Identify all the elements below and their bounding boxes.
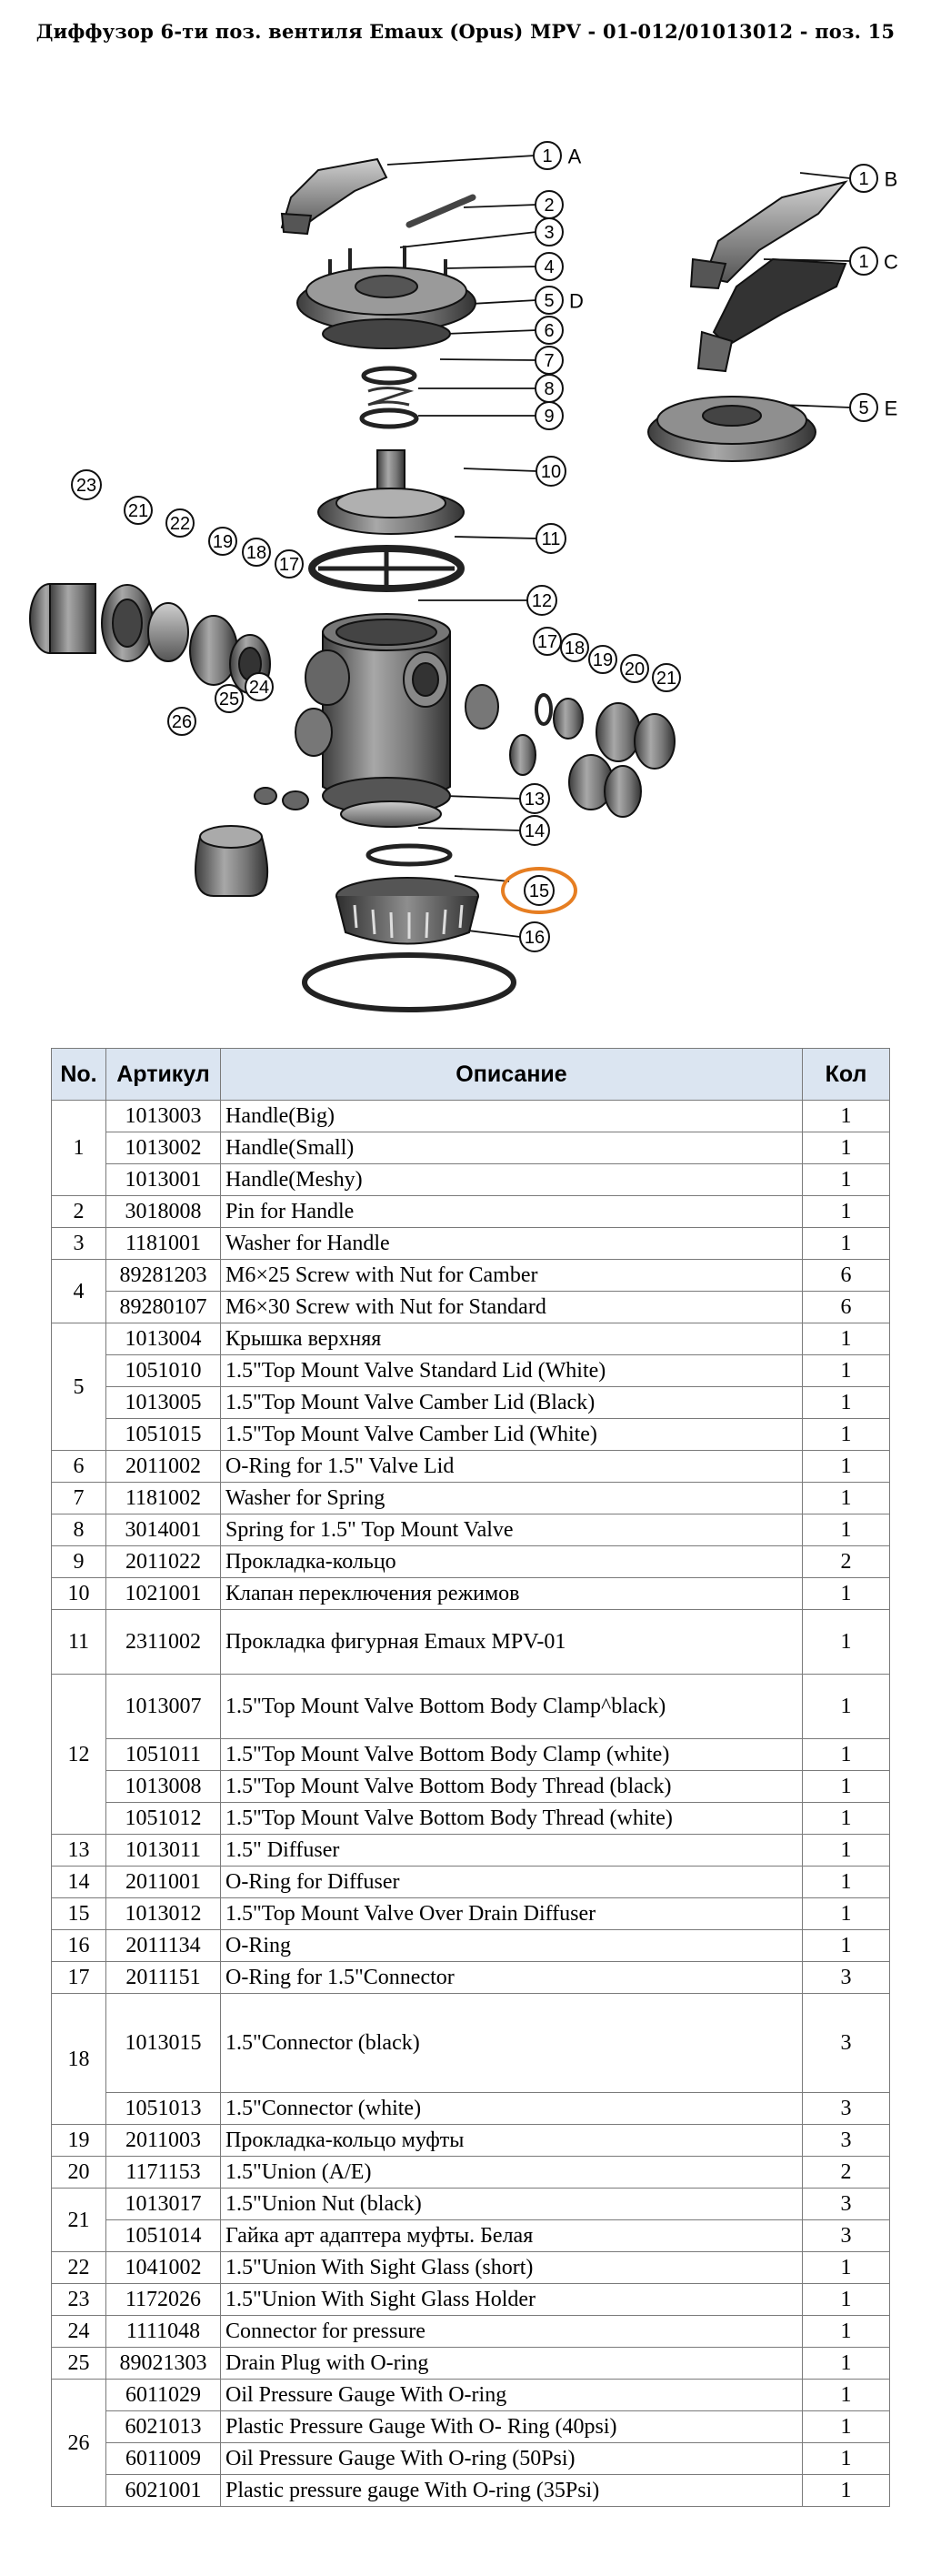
article-cell: 1013017 — [106, 2189, 221, 2220]
qty-cell: 1 — [803, 2411, 890, 2443]
svg-text:26: 26 — [171, 712, 193, 732]
svg-text:12: 12 — [531, 591, 553, 611]
callout-17b — [275, 550, 303, 578]
qty-cell: 1 — [803, 1610, 890, 1675]
table-row — [52, 2189, 890, 2220]
row-number: 1 — [52, 1101, 106, 1196]
article-cell: 1051013 — [106, 2093, 221, 2125]
table-row — [52, 2475, 890, 2507]
description-cell: Прокладка фигурная Emaux MPV-01 — [221, 1610, 803, 1675]
table-row — [52, 1675, 890, 1739]
article-cell: 1111048 — [106, 2316, 221, 2348]
article-cell: 3014001 — [106, 1514, 221, 1546]
table-row — [52, 1419, 890, 1451]
row-number: 22 — [52, 2252, 106, 2284]
qty-cell: 1 — [803, 1514, 890, 1546]
table-row — [52, 2411, 890, 2443]
svg-text:9: 9 — [544, 407, 555, 427]
article-cell: 1021001 — [106, 1578, 221, 1610]
table-row — [52, 1483, 890, 1514]
svg-text:19: 19 — [592, 650, 614, 670]
qty-cell: 1 — [803, 2284, 890, 2316]
article-cell: 1013002 — [106, 1132, 221, 1164]
description-cell: 1.5"Union Nut (black) — [221, 2189, 803, 2220]
svg-text:1: 1 — [542, 146, 553, 166]
row-number: 14 — [52, 1867, 106, 1898]
svg-text:D: D — [569, 289, 584, 313]
article-cell: 89280107 — [106, 1292, 221, 1323]
article-cell: 6011009 — [106, 2443, 221, 2475]
qty-cell: 1 — [803, 1803, 890, 1835]
row-number: 5 — [52, 1323, 106, 1451]
svg-text:16: 16 — [524, 928, 546, 948]
description-cell: Handle(Big) — [221, 1101, 803, 1132]
table-row — [52, 2380, 890, 2411]
row-number: 19 — [52, 2125, 106, 2157]
svg-text:25: 25 — [218, 689, 240, 709]
table-row — [52, 1739, 890, 1771]
description-cell: Connector for pressure — [221, 2316, 803, 2348]
row-number: 11 — [52, 1610, 106, 1675]
table-row — [52, 1835, 890, 1867]
svg-text:14: 14 — [524, 821, 546, 841]
qty-cell: 1 — [803, 1132, 890, 1164]
svg-text:2: 2 — [544, 196, 555, 216]
table-row — [52, 1994, 890, 2093]
callout-8 — [536, 375, 563, 402]
svg-text:22: 22 — [169, 514, 191, 534]
callout-24 — [245, 673, 273, 700]
qty-cell: 1 — [803, 2475, 890, 2507]
article-cell: 2011022 — [106, 1546, 221, 1578]
svg-text:11: 11 — [541, 529, 561, 549]
qty-cell: 1 — [803, 1196, 890, 1228]
qty-cell: 1 — [803, 1578, 890, 1610]
description-cell: 1.5"Union (A/E) — [221, 2157, 803, 2189]
table-row — [52, 1771, 890, 1803]
page-title: Диффузор 6-ти поз. вентиля Emaux (Opus) MPV - 01-012/01013012 - поз. 15 — [35, 20, 896, 43]
row-number: 21 — [52, 2189, 106, 2252]
article-cell: 6021013 — [106, 2411, 221, 2443]
qty-cell: 1 — [803, 1419, 890, 1451]
description-cell: 1.5"Top Mount Valve Camber Lid (White) — [221, 1419, 803, 1451]
article-cell: 1013003 — [106, 1101, 221, 1132]
svg-text:3: 3 — [544, 223, 555, 243]
qty-cell: 3 — [803, 2220, 890, 2252]
qty-cell: 1 — [803, 2348, 890, 2380]
row-number: 17 — [52, 1962, 106, 1994]
description-cell: 1.5"Top Mount Valve Bottom Body Thread (black) — [221, 1771, 803, 1803]
description-cell: O-Ring for 1.5" Valve Lid — [221, 1451, 803, 1483]
valve-lid-camber-part — [648, 397, 816, 461]
description-cell: M6×25 Screw with Nut for Camber — [221, 1260, 803, 1292]
row-number: 24 — [52, 2316, 106, 2348]
description-cell: Handle(Meshy) — [221, 1164, 803, 1196]
svg-text:17: 17 — [536, 632, 558, 652]
row-number: 25 — [52, 2348, 106, 2380]
callout-5e — [850, 394, 897, 421]
svg-text:24: 24 — [248, 678, 270, 698]
callout-2 — [536, 191, 563, 218]
left-union-parts — [30, 584, 270, 693]
description-cell: 1.5"Connector (white) — [221, 2093, 803, 2125]
callout-19b — [209, 528, 236, 555]
article-cell: 89021303 — [106, 2348, 221, 2380]
row-number: 12 — [52, 1675, 106, 1835]
table-header-row — [52, 1049, 890, 1101]
callout-9 — [536, 402, 563, 429]
row-number: 9 — [52, 1546, 106, 1578]
article-cell: 3018008 — [106, 1196, 221, 1228]
qty-cell: 1 — [803, 1930, 890, 1962]
description-cell: 1.5"Union With Sight Glass Holder — [221, 2284, 803, 2316]
callout-12 — [527, 586, 556, 615]
row-number: 7 — [52, 1483, 106, 1514]
description-cell: Прокладка-кольцо муфты — [221, 2125, 803, 2157]
svg-text:E: E — [884, 397, 898, 420]
table-row — [52, 2316, 890, 2348]
description-cell: 1.5"Top Mount Valve Standard Lid (White) — [221, 1355, 803, 1387]
gauge-and-drain-parts — [195, 788, 308, 896]
article-cell: 1013001 — [106, 1164, 221, 1196]
table-row — [52, 2093, 890, 2125]
table-row — [52, 1132, 890, 1164]
description-cell: 1.5"Connector (black) — [221, 1994, 803, 2093]
table-row — [52, 1610, 890, 1675]
callout-18a — [561, 634, 588, 661]
callout-25 — [215, 685, 243, 712]
svg-text:1: 1 — [858, 252, 869, 272]
parts-table — [51, 1048, 890, 2507]
row-number: 8 — [52, 1514, 106, 1546]
article-cell: 2311002 — [106, 1610, 221, 1675]
row-number: 23 — [52, 2284, 106, 2316]
article-cell: 2011134 — [106, 1930, 221, 1962]
article-cell: 1172026 — [106, 2284, 221, 2316]
row-number: 15 — [52, 1898, 106, 1930]
qty-cell: 1 — [803, 1164, 890, 1196]
valve-body-part — [295, 614, 498, 814]
qty-cell: 2 — [803, 2157, 890, 2189]
callout-16 — [520, 922, 549, 951]
table-row — [52, 2125, 890, 2157]
table-row — [52, 1546, 890, 1578]
description-cell: O-Ring for 1.5"Connector — [221, 1962, 803, 1994]
callout-20a — [621, 655, 648, 682]
callout-13 — [520, 784, 549, 813]
table-row — [52, 2348, 890, 2380]
callout-18b — [243, 538, 270, 566]
table-row — [52, 1196, 890, 1228]
table-row — [52, 1292, 890, 1323]
description-cell: Spring for 1.5" Top Mount Valve — [221, 1514, 803, 1546]
qty-cell: 1 — [803, 2316, 890, 2348]
article-cell: 2011002 — [106, 1451, 221, 1483]
description-cell: Washer for Handle — [221, 1228, 803, 1260]
table-row — [52, 1323, 890, 1355]
article-cell: 1051012 — [106, 1803, 221, 1835]
callout-4 — [536, 253, 563, 280]
qty-cell: 1 — [803, 1739, 890, 1771]
selector-valve-part — [318, 450, 464, 534]
qty-cell: 1 — [803, 1675, 890, 1739]
svg-text:15: 15 — [528, 881, 550, 901]
table-row — [52, 2157, 890, 2189]
qty-cell: 1 — [803, 1451, 890, 1483]
table-row — [52, 1578, 890, 1610]
description-cell: 1.5"Top Mount Valve Bottom Body Thread (white) — [221, 1803, 803, 1835]
article-cell: 1051010 — [106, 1355, 221, 1387]
svg-text:10: 10 — [540, 462, 562, 482]
callout-5d — [536, 287, 584, 314]
col-header-article: Артикул — [106, 1049, 221, 1101]
qty-cell: 1 — [803, 1771, 890, 1803]
article-cell: 1171153 — [106, 2157, 221, 2189]
description-cell: M6×30 Screw with Nut for Standard — [221, 1292, 803, 1323]
article-cell: 6011029 — [106, 2380, 221, 2411]
table-row — [52, 1867, 890, 1898]
svg-text:1: 1 — [858, 169, 869, 189]
table-row — [52, 1803, 890, 1835]
qty-cell: 3 — [803, 1962, 890, 1994]
description-cell: 1.5" Diffuser — [221, 1835, 803, 1867]
qty-cell: 1 — [803, 2443, 890, 2475]
article-cell: 1051014 — [106, 2220, 221, 2252]
svg-text:7: 7 — [544, 351, 555, 371]
table-row — [52, 2220, 890, 2252]
article-cell: 1013011 — [106, 1835, 221, 1867]
qty-cell: 3 — [803, 2125, 890, 2157]
qty-cell: 1 — [803, 1898, 890, 1930]
table-row — [52, 2252, 890, 2284]
description-cell: Клапан переключения режимов — [221, 1578, 803, 1610]
table-row — [52, 1451, 890, 1483]
callout-21b — [125, 497, 152, 524]
callout-15-highlighted — [503, 869, 576, 912]
svg-text:18: 18 — [564, 639, 586, 659]
valve-lid-part — [297, 267, 476, 348]
description-cell: O-Ring — [221, 1930, 803, 1962]
shaped-gasket-part — [312, 548, 461, 589]
callout-1a — [534, 142, 582, 169]
table-row — [52, 1228, 890, 1260]
callout-10 — [536, 457, 566, 486]
qty-cell: 2 — [803, 1546, 890, 1578]
article-cell: 1013015 — [106, 1994, 221, 2093]
svg-text:6: 6 — [544, 321, 555, 341]
table-row — [52, 1164, 890, 1196]
callout-22 — [166, 509, 194, 537]
svg-text:A: A — [567, 145, 582, 168]
description-cell: 1.5"Top Mount Valve Bottom Body Clamp (white) — [221, 1739, 803, 1771]
description-cell: Oil Pressure Gauge With O-ring — [221, 2380, 803, 2411]
row-number: 13 — [52, 1835, 106, 1867]
svg-text:C: C — [884, 250, 898, 274]
qty-cell: 1 — [803, 1355, 890, 1387]
table-row — [52, 1387, 890, 1419]
svg-text:17: 17 — [278, 555, 300, 575]
article-cell: 1013004 — [106, 1323, 221, 1355]
row-number: 18 — [52, 1994, 106, 2125]
table-row — [52, 1355, 890, 1387]
parts-table-body — [52, 1101, 890, 2507]
description-cell: Plastic pressure gauge With O-ring (35Psi) — [221, 2475, 803, 2507]
over-drain-diffuser-part — [336, 878, 478, 944]
description-cell: 1.5"Union With Sight Glass (short) — [221, 2252, 803, 2284]
description-cell: Plastic Pressure Gauge With O- Ring (40psi) — [221, 2411, 803, 2443]
description-cell: Гайка арт адаптера муфты. Белая — [221, 2220, 803, 2252]
row-number: 3 — [52, 1228, 106, 1260]
svg-text:5: 5 — [544, 291, 555, 311]
svg-text:18: 18 — [245, 543, 267, 563]
table-row — [52, 1514, 890, 1546]
article-cell: 1013007 — [106, 1675, 221, 1739]
description-cell: Handle(Small) — [221, 1132, 803, 1164]
qty-cell: 1 — [803, 1101, 890, 1132]
qty-cell: 1 — [803, 1323, 890, 1355]
article-cell: 1051015 — [106, 1419, 221, 1451]
callout-17a — [534, 628, 561, 655]
article-cell: 6021001 — [106, 2475, 221, 2507]
table-row — [52, 1930, 890, 1962]
svg-text:13: 13 — [524, 790, 546, 810]
svg-text:4: 4 — [544, 257, 555, 277]
col-header-no: No. — [52, 1049, 106, 1101]
qty-cell: 1 — [803, 1483, 890, 1514]
table-row — [52, 1898, 890, 1930]
svg-text:5: 5 — [858, 398, 869, 418]
callout-11 — [536, 524, 566, 553]
qty-cell: 1 — [803, 1867, 890, 1898]
col-header-description: Описание — [221, 1049, 803, 1101]
row-number: 20 — [52, 2157, 106, 2189]
row-number: 16 — [52, 1930, 106, 1962]
svg-text:19: 19 — [212, 532, 234, 552]
svg-text:B: B — [884, 167, 898, 191]
article-cell: 1051011 — [106, 1739, 221, 1771]
article-cell: 1181001 — [106, 1228, 221, 1260]
qty-cell: 3 — [803, 2189, 890, 2220]
handle-big-part — [282, 159, 386, 234]
article-cell: 1013008 — [106, 1771, 221, 1803]
callout-19a — [589, 646, 616, 673]
description-cell: O-Ring for Diffuser — [221, 1867, 803, 1898]
callout-14 — [520, 816, 549, 845]
qty-cell: 1 — [803, 1387, 890, 1419]
table-row — [52, 2284, 890, 2316]
callout-23 — [72, 470, 101, 499]
svg-text:21: 21 — [127, 501, 149, 521]
svg-text:8: 8 — [544, 379, 555, 399]
table-row — [52, 2443, 890, 2475]
article-cell: 1181002 — [106, 1483, 221, 1514]
table-row — [52, 1260, 890, 1292]
description-cell: 1.5"Top Mount Valve Bottom Body Clamp^black) — [221, 1675, 803, 1739]
qty-cell: 6 — [803, 1292, 890, 1323]
exploded-view-diagram — [18, 96, 918, 1037]
article-cell: 2011003 — [106, 2125, 221, 2157]
svg-text:21: 21 — [656, 669, 677, 689]
article-cell: 2011001 — [106, 1867, 221, 1898]
qty-cell: 6 — [803, 1260, 890, 1292]
qty-cell: 3 — [803, 1994, 890, 2093]
svg-text:23: 23 — [75, 476, 97, 496]
article-cell: 1013012 — [106, 1898, 221, 1930]
row-number: 4 — [52, 1260, 106, 1323]
description-cell: Крышка верхняя — [221, 1323, 803, 1355]
row-number: 6 — [52, 1451, 106, 1483]
row-number: 26 — [52, 2380, 106, 2507]
description-cell: Drain Plug with O-ring — [221, 2348, 803, 2380]
qty-cell: 3 — [803, 2093, 890, 2125]
callout-3 — [536, 218, 563, 246]
qty-cell: 1 — [803, 1835, 890, 1867]
description-cell: 1.5"Top Mount Valve Over Drain Diffuser — [221, 1898, 803, 1930]
article-cell: 2011151 — [106, 1962, 221, 1994]
table-row — [52, 1101, 890, 1132]
callout-21a — [653, 664, 680, 691]
qty-cell: 1 — [803, 1228, 890, 1260]
description-cell: Washer for Spring — [221, 1483, 803, 1514]
qty-cell: 1 — [803, 2380, 890, 2411]
callout-6 — [536, 317, 563, 344]
col-header-qty: Кол — [803, 1049, 890, 1101]
article-cell: 1013005 — [106, 1387, 221, 1419]
description-cell: 1.5"Top Mount Valve Camber Lid (Black) — [221, 1387, 803, 1419]
description-cell: Pin for Handle — [221, 1196, 803, 1228]
row-number: 10 — [52, 1578, 106, 1610]
callout-1c — [850, 247, 898, 275]
article-cell: 89281203 — [106, 1260, 221, 1292]
article-cell: 1041002 — [106, 2252, 221, 2284]
description-cell: Прокладка-кольцо — [221, 1546, 803, 1578]
svg-text:20: 20 — [624, 659, 646, 679]
callout-1b — [850, 165, 897, 192]
row-number: 2 — [52, 1196, 106, 1228]
callout-7 — [536, 347, 563, 374]
table-row — [52, 1962, 890, 1994]
qty-cell: 1 — [803, 2252, 890, 2284]
callout-26 — [168, 708, 195, 735]
description-cell: Oil Pressure Gauge With O-ring (50Psi) — [221, 2443, 803, 2475]
